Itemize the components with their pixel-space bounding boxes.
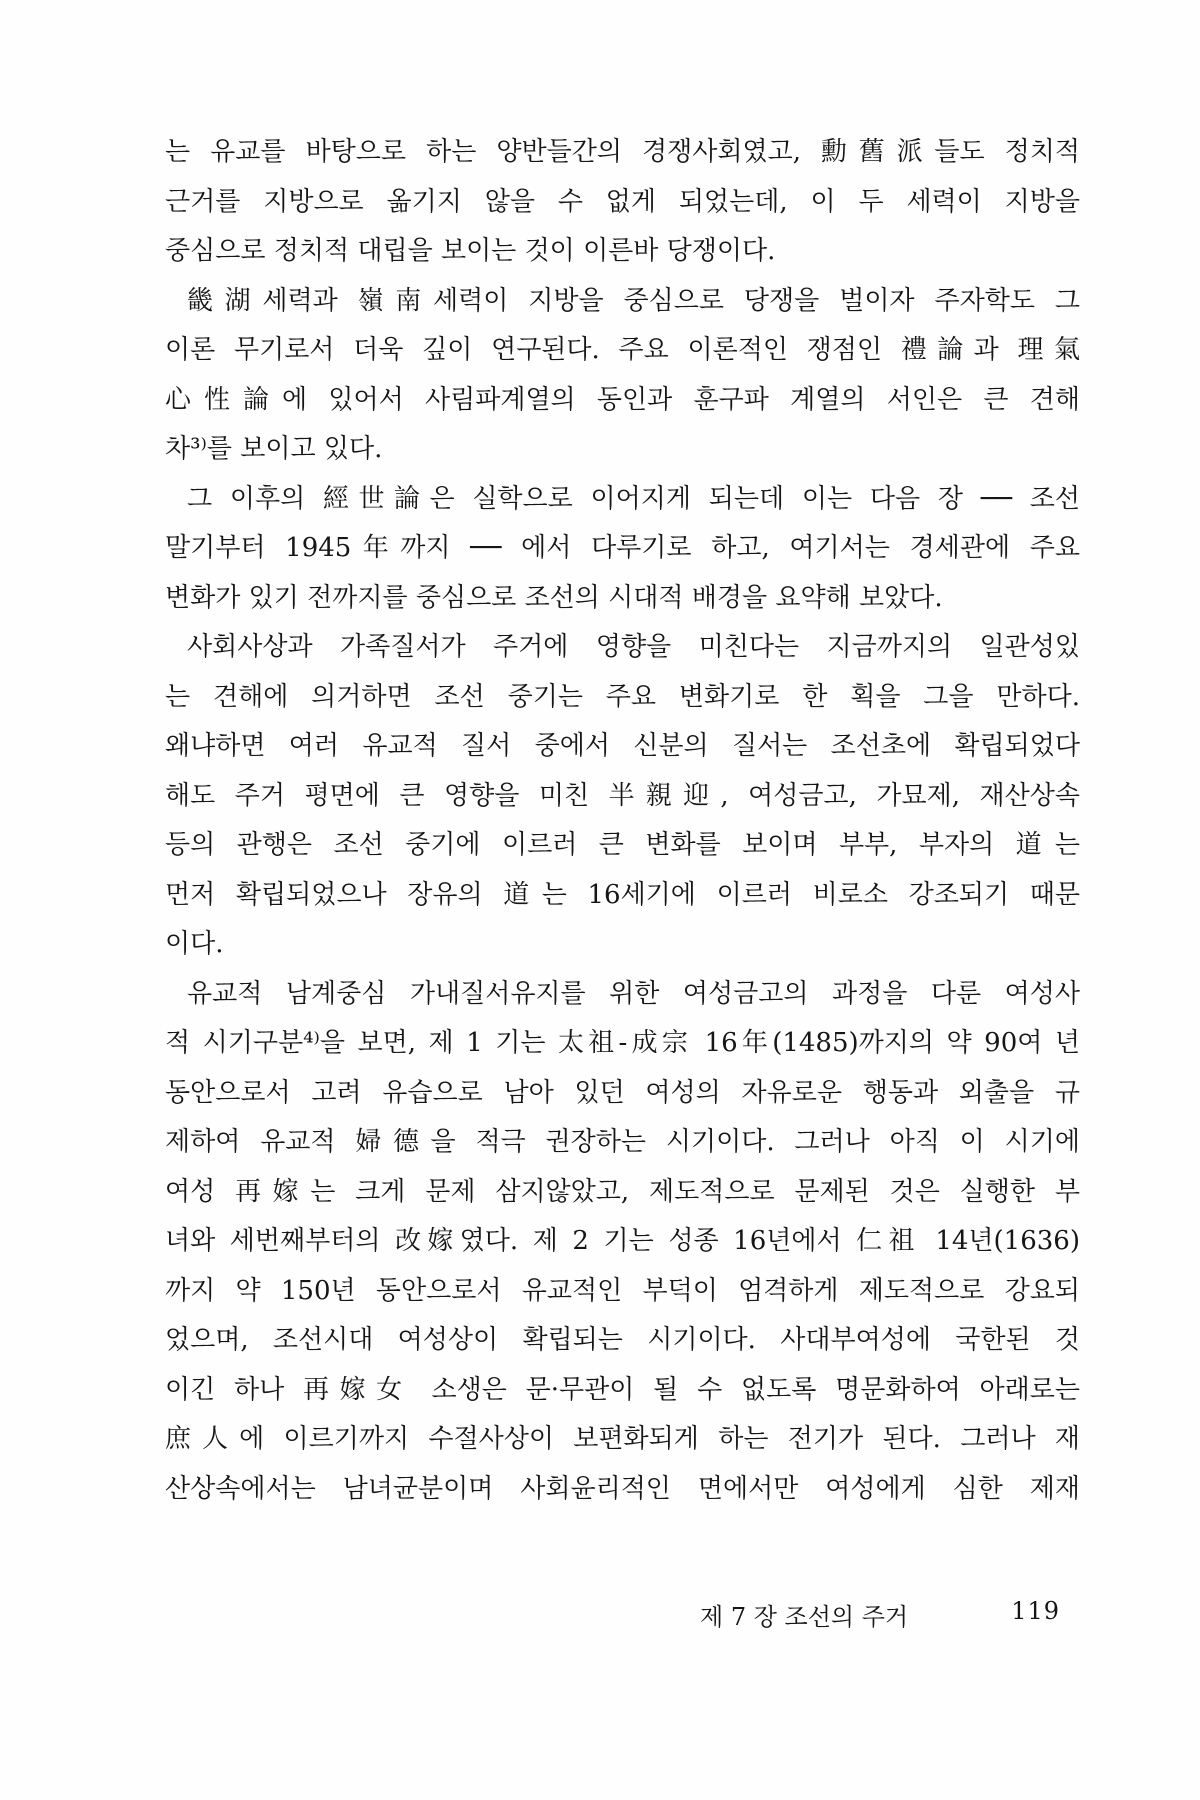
body-text (165, 128, 1080, 1514)
text-line: 근거를 지방으로 옮기지 않을 수 없게 되었는데, 이 두 세력이 지방을 (165, 186, 1080, 217)
text-line: 동안으로서 고려 유습으로 남아 있던 여성의 자유로운 행동과 외출을 규 (165, 1077, 1080, 1108)
text-line: 畿湖세력과 嶺南세력이 지방을 중심으로 당쟁을 벌이자 주자학도 그 (187, 285, 1080, 316)
text-line: 그 이후의 經世論은 실학으로 이어지게 되는데 이는 다음 장 ── 조선 (187, 483, 1080, 514)
text-line: 왜냐하면 여러 유교적 질서 중에서 신분의 질서는 조선초에 확립되었다 (165, 731, 1080, 761)
text-line: 해도 주거 평면에 큰 영향을 미친 半親迎, 여성금고, 가묘제, 재산상속 (165, 780, 1080, 811)
text-line: 변화가 있기 전까지를 중심으로 조선의 시대적 배경을 요약해 보았다. (165, 582, 943, 613)
text-line: 이론 무기로서 더욱 깊이 연구된다. 주요 이론적인 쟁점인 禮論과 理氣 (165, 335, 1080, 365)
page-number: 119 (1011, 1597, 1060, 1625)
text-line: 녀와 세번째부터의 改嫁였다. 제 2 기는 성종 16년에서 仁祖 14년(1636) (165, 1226, 1080, 1256)
text-line: 었으며, 조선시대 여성상이 확립되는 시기이다. 사대부여성에 국한된 것 (165, 1325, 1080, 1355)
text-line: 먼저 확립되었으나 장유의 道는 16세기에 이르러 비로소 강조되기 때문 (165, 879, 1080, 910)
text-line: 산상속에서는 남녀균분이며 사회윤리적인 면에서만 여성에게 심한 제재 (165, 1473, 1080, 1504)
text-line: 사회사상과 가족질서가 주거에 영향을 미친다는 지금까지의 일관성있 (187, 632, 1080, 662)
text-line: 등의 관행은 조선 중기에 이르러 큰 변화를 보이며 부부, 부자의 道는 (165, 830, 1080, 860)
text-line: 이다. (165, 929, 224, 959)
text-line: 까지 약 150년 동안으로서 유교적인 부덕이 엄격하게 제도적으로 강요되 (165, 1275, 1080, 1306)
text-line: 는 견해에 의거하면 조선 중기는 주요 변화기로 한 획을 그을 만하다. (165, 681, 1080, 712)
text-line: 庶人에 이르기까지 수절사상이 보편화되게 하는 전기가 된다. 그러나 재 (165, 1424, 1080, 1454)
text-line: 중심으로 정치적 대립을 보이는 것이 이른바 당쟁이다. (165, 236, 776, 266)
text-line: 적 시기구분⁴⁾을 보면, 제 1 기는 太祖-成宗 16年(1485)까지의 약 90여 년 (165, 1028, 1080, 1058)
text-line: 말기부터 1945年까지 ── 에서 다루기로 하고, 여기서는 경세관에 주요 (165, 533, 1080, 563)
text-line: 는 유교를 바탕으로 하는 양반들간의 경쟁사회였고, 勳舊派들도 정치적 (165, 137, 1080, 167)
text-line: 차³⁾를 보이고 있다. (165, 434, 383, 464)
page-footer (700, 1597, 1080, 1637)
text-line: 제하여 유교적 婦德을 적극 권장하는 시기이다. 그러나 아직 이 시기에 (165, 1127, 1080, 1157)
text-line: 유교적 남계중심 가내질서유지를 위한 여성금고의 과정을 다룬 여성사 (187, 978, 1080, 1009)
text-line: 여성 再嫁는 크게 문제 삼지않았고, 제도적으로 문제된 것은 실행한 부 (165, 1176, 1080, 1207)
text-line: 이긴 하나 再嫁女 소생은 문·무관이 될 수 없도록 명문화하여 아래로는 (165, 1374, 1080, 1405)
running-footer-chapter: 제 7 장 조선의 주거 (700, 1603, 909, 1631)
text-line: 心性論에 있어서 사림파계열의 동인과 훈구파 계열의 서인은 큰 견해 (165, 384, 1080, 415)
